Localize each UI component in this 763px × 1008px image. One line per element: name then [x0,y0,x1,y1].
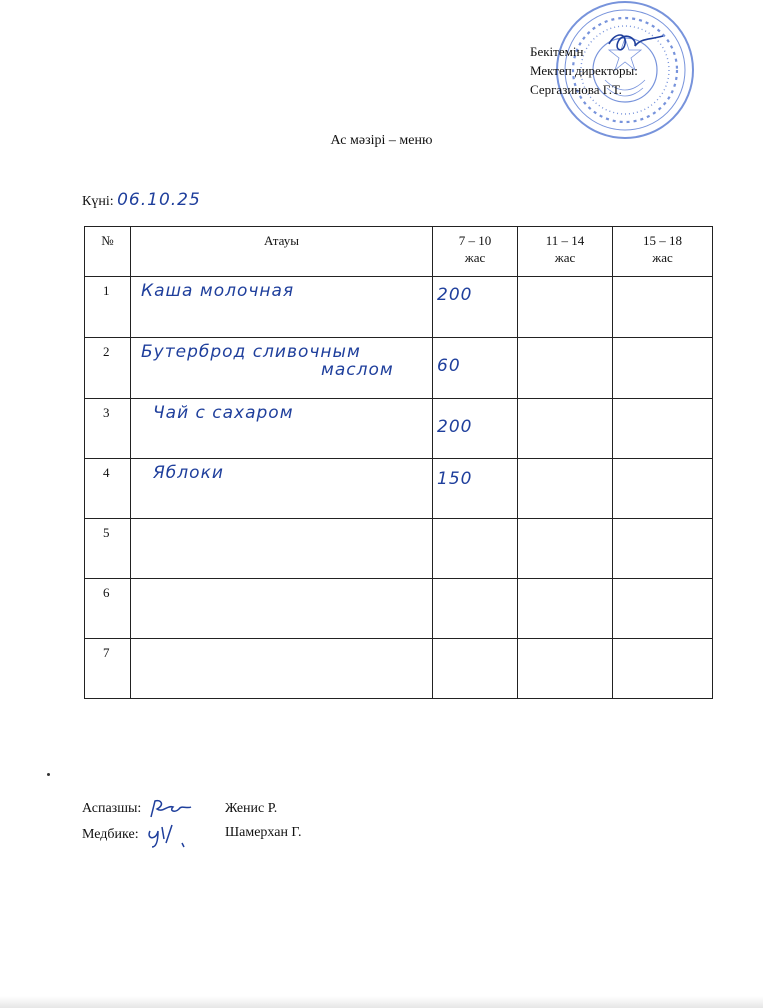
row-qty-7-10: 60 [433,338,518,399]
header-age-11-14-range: 11 – 14 [545,233,585,248]
row-num: 7 [85,639,131,699]
header-age-7-10-unit: жас [464,250,486,265]
row-name [131,459,433,519]
signatures-block [82,797,302,849]
row-name [131,579,433,639]
header-age-7-10-range: 7 – 10 [458,233,492,248]
table-row [85,459,713,519]
row-qty-7-10: 150 [433,459,518,519]
header-num: № [85,227,131,277]
row-name-text: Чай с сахаром [153,403,294,423]
header-age-15-18-unit: жас [652,250,673,265]
nurse-label: Медбике: [82,827,139,843]
approval-position: Мектеп директоры: [530,63,638,78]
table-row [85,277,713,338]
cook-name: Женис Р. [225,801,278,816]
row-qty-11-14 [518,277,613,338]
row-num: 2 [85,338,131,399]
row-name [131,399,433,459]
table-row [85,519,713,579]
row-name-text-continued: маслом [321,360,394,380]
row-qty-15-18 [613,519,713,579]
row-qty-7-10: 200 [433,277,518,338]
row-name [131,338,433,399]
nurse-signature-line [82,821,302,849]
date-label: Күні: [82,194,114,209]
row-num: 3 [85,399,131,459]
row-qty-11-14 [518,459,613,519]
row-qty-15-18 [613,639,713,699]
row-num: 4 [85,459,131,519]
row-name [131,277,433,338]
approval-title: Бекітемін [530,44,584,59]
header-name: Атауы [131,227,433,277]
cook-signature-line [82,797,278,821]
table-row [85,639,713,699]
row-num: 6 [85,579,131,639]
row-qty-15-18 [613,459,713,519]
row-qty-15-18 [613,399,713,459]
paper-edge [0,996,763,1008]
row-name-text: Яблоки [153,463,224,483]
header-age-7-10 [433,227,518,277]
date-row [82,190,201,210]
cook-label: Аспазшы: [82,801,142,817]
row-qty-11-14 [518,579,613,639]
menu-table [84,226,713,699]
row-qty-15-18 [613,338,713,399]
director-signature [605,28,667,56]
row-num: 5 [85,519,131,579]
row-qty-11-14 [518,639,613,699]
header-age-11-14-unit: жас [554,250,576,265]
date-value: 06.10.25 [117,190,201,210]
row-qty-11-14 [518,338,613,399]
row-qty-11-14 [518,519,613,579]
row-name [131,519,433,579]
table-row [85,399,713,459]
nurse-signature [144,821,190,849]
row-qty-15-18 [613,579,713,639]
row-qty-11-14 [518,399,613,459]
header-age-11-14 [518,227,613,277]
row-num: 1 [85,277,131,338]
row-qty-7-10: 200 [433,399,518,459]
nurse-name: Шамерхан Г. [225,825,302,841]
stray-dot [47,773,50,776]
row-qty-7-10 [433,579,518,639]
table-row [85,579,713,639]
row-name [131,639,433,699]
row-name-text: Бутерброд сливочным [141,342,361,362]
header-age-15-18 [613,227,713,277]
cook-signature [147,797,193,821]
row-qty-7-10 [433,519,518,579]
header-age-15-18-range: 15 – 18 [643,233,682,248]
row-name-text: Каша молочная [141,281,295,301]
approval-director-name: Сергазинова Г.Т. [530,82,622,97]
row-qty-15-18 [613,277,713,338]
table-row [85,338,713,399]
page-title: Ас мәзірі – меню [330,133,433,148]
table-header-row [85,227,713,277]
row-qty-7-10 [433,639,518,699]
